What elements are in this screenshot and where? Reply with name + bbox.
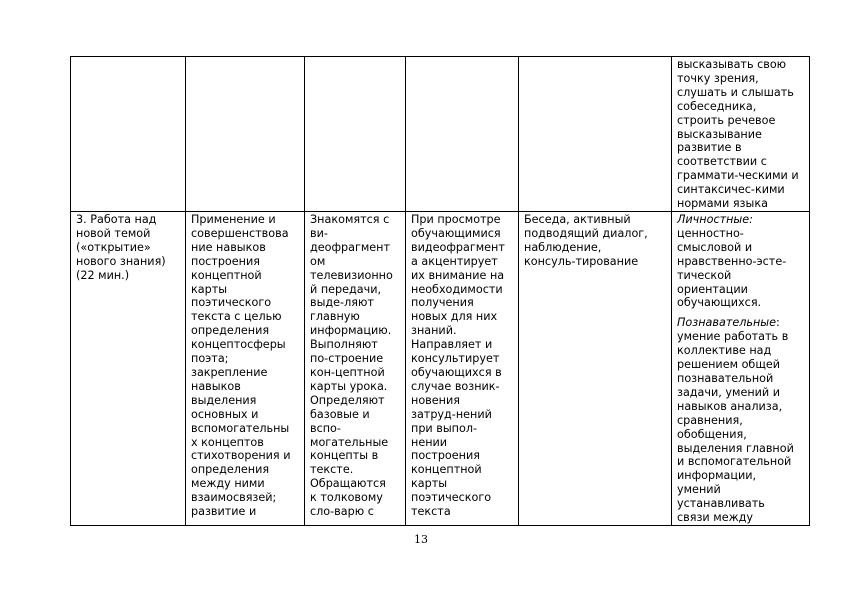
cell-student-activity: [305, 212, 406, 526]
cell-text-line: навыков анализа,: [677, 399, 783, 413]
cell-text-line: высказывание: [677, 127, 762, 141]
cell-text-line: собеседника,: [677, 99, 757, 113]
cell-text-line: ви-: [310, 226, 328, 240]
cell-stage: [71, 212, 186, 526]
cell-text-line: нового знания): [76, 254, 166, 268]
cell-text-line: умений: [677, 483, 721, 497]
cell-text-line: консультирует: [411, 352, 500, 366]
cell-text-line: Знакомятся с: [310, 213, 390, 226]
cell-text-line: поэтического: [191, 296, 272, 310]
cell-text-line: Выполняют: [310, 338, 378, 352]
cell-skills: [672, 212, 810, 526]
cell-text-line: определения: [191, 463, 270, 477]
cell-text-line: тической: [677, 268, 732, 282]
cell-text-line: устанавливать: [677, 497, 765, 511]
cell-text-line: знаний.: [411, 324, 457, 338]
cell-text-line: коллективе над: [677, 344, 772, 358]
cell-text-line: выделения: [191, 393, 257, 407]
cell-text-line: взаимосвязей;: [191, 491, 277, 505]
cell-text-line: информации,: [677, 469, 757, 483]
cell-text-line: ом: [310, 254, 326, 268]
cell-text-line: точку зрения,: [677, 71, 759, 85]
cognitive-skills-colon: :: [776, 316, 780, 330]
cell-text-line: решением общей: [677, 358, 781, 372]
cell-text-line: Применение и: [191, 213, 276, 226]
cell-text-line: смысловой и: [677, 240, 753, 254]
cell-text-line: нении: [411, 435, 448, 449]
cell-text-line: тексте.: [310, 463, 354, 477]
cell-text-line: их внимание на: [411, 268, 505, 282]
cell-text-line: ориентации: [677, 282, 748, 296]
cell-text-line: карты: [191, 282, 228, 296]
cell-text-line: («открытие»: [76, 240, 151, 254]
cell-text-line: Направляет и: [411, 338, 493, 352]
cell-text-line: к толковому: [310, 491, 383, 505]
table-row: [71, 212, 810, 526]
cell-text-line: х концептов: [191, 435, 264, 449]
cognitive-skills-heading-line: [677, 316, 806, 330]
cell-text-line: сло-варю с: [310, 505, 374, 519]
cell-text-line: главную: [310, 310, 360, 324]
cell-text-line: карты: [411, 477, 448, 491]
cell-text-line: слушать и слышать: [677, 85, 794, 99]
cell-text-line: и вспомогательной: [677, 455, 792, 469]
cell-text-line: обучающихся в: [411, 365, 502, 379]
cell-text-line: получения: [411, 296, 474, 310]
cell-text-line: закрепление: [191, 365, 268, 379]
cell-text-line: обучающихся.: [677, 296, 762, 310]
cell-text-line: вспомогательны: [191, 421, 290, 435]
cell-text-line: затруд-нений: [411, 407, 492, 421]
cell-text-line: поэтического: [411, 491, 492, 505]
cell-text-line: случае возник-: [411, 379, 500, 393]
cell-text-line: могательные: [310, 435, 389, 449]
cell-text-line: новения: [411, 393, 460, 407]
cell-text-line: а акцентирует: [411, 254, 498, 268]
cell-goals-empty: [186, 57, 305, 212]
cell-text-line: информацию.: [310, 324, 392, 338]
cell-text-line: связи между: [677, 511, 754, 525]
cell-text-line: обобщения,: [677, 427, 747, 441]
cell-text-line: познавательной: [677, 371, 774, 385]
cell-text-line: концептосферы: [191, 338, 286, 352]
cell-text-line: концепты в: [310, 449, 379, 463]
cell-goals: [186, 212, 305, 526]
cell-text-line: обучающимися: [411, 226, 501, 240]
cell-text-line: Беседа, активный: [524, 213, 631, 226]
cell-text-line: построения: [411, 449, 480, 463]
cell-text-line: подводящий диалог,: [524, 226, 648, 240]
cell-text-line: между ними: [191, 477, 265, 491]
lesson-plan-table: [70, 56, 810, 526]
cell-text-line: ние навыков: [191, 240, 266, 254]
cell-student-activity-empty: [305, 57, 406, 212]
cell-text-line: совершенствова: [191, 226, 289, 240]
cell-text-line: базовые и: [310, 407, 370, 421]
cell-text-line: наблюдение,: [524, 240, 602, 254]
cell-text-line: При просмотре: [411, 213, 501, 226]
cell-text-line: концептной: [191, 268, 262, 282]
cell-text-line: нормами языка: [677, 197, 768, 211]
cell-text-line: деофрагмент: [310, 240, 391, 254]
cell-text-line: телевизионно: [310, 268, 393, 282]
personal-skills-heading: Личностные:: [677, 213, 753, 226]
cell-text-line: поэта;: [191, 352, 229, 366]
cell-text-line: текста с целью: [191, 310, 282, 324]
cell-text-line: нравственно-эсте-: [677, 254, 787, 268]
cell-methods-empty: [519, 57, 672, 212]
cell-text-line: синтаксичес-кими: [677, 183, 785, 197]
cell-text-line: развитие в: [677, 141, 742, 155]
cell-text-line: концептной: [411, 463, 482, 477]
cell-text-line: навыков: [191, 379, 241, 393]
cell-text-line: определения: [191, 324, 270, 338]
cell-methods: [519, 212, 672, 526]
cell-text-line: задачи, умений и: [677, 385, 781, 399]
cognitive-skills-heading: Познавательные: [677, 316, 776, 330]
cell-text-line: й передачи,: [310, 282, 382, 296]
cell-teacher-activity-empty: [406, 57, 519, 212]
page-number: 13: [414, 533, 428, 546]
cell-text-line: умение работать в: [677, 330, 789, 344]
cell-text-line: ценностно-: [677, 226, 744, 240]
cell-skills-continued: [672, 57, 810, 212]
cell-text-line: новых для них: [411, 310, 498, 324]
cell-text-line: 3. Работа над: [76, 213, 157, 226]
cell-text-line: соответствии с: [677, 155, 767, 169]
cell-text-line: высказывать свою: [677, 58, 787, 71]
cell-text-line: развитие и: [191, 505, 257, 519]
cell-teacher-activity: [406, 212, 519, 526]
cell-text-line: (22 мин.): [76, 268, 130, 282]
cell-text-line: видеофрагмент: [411, 240, 505, 254]
cell-stage-empty: [71, 57, 186, 212]
cell-text-line: выде-ляют: [310, 296, 374, 310]
cell-text-line: по-строение: [310, 352, 384, 366]
cell-text-line: основных и: [191, 407, 259, 421]
cell-text-line: консуль-тирование: [524, 254, 639, 268]
cell-text-line: текста: [411, 505, 451, 519]
table-row: [71, 57, 810, 212]
cell-text-line: Определяют: [310, 393, 385, 407]
cell-text-line: необходимости: [411, 282, 503, 296]
cell-text-line: кон-цептной: [310, 365, 385, 379]
cell-text-line: сравнения,: [677, 413, 743, 427]
cell-text-line: строить речевое: [677, 113, 776, 127]
cell-text-line: Обращаются: [310, 477, 386, 491]
cell-text-line: выделения главной: [677, 441, 794, 455]
cell-text-line: карты урока.: [310, 379, 388, 393]
cell-text-line: граммати-ческими и: [677, 169, 799, 183]
cell-text-line: при выпол-: [411, 421, 478, 435]
cell-text-line: построения: [191, 254, 260, 268]
cell-text-line: стихотворения и: [191, 449, 291, 463]
cell-text-line: вспо-: [310, 421, 341, 435]
cell-text-line: новой темой: [76, 226, 151, 240]
